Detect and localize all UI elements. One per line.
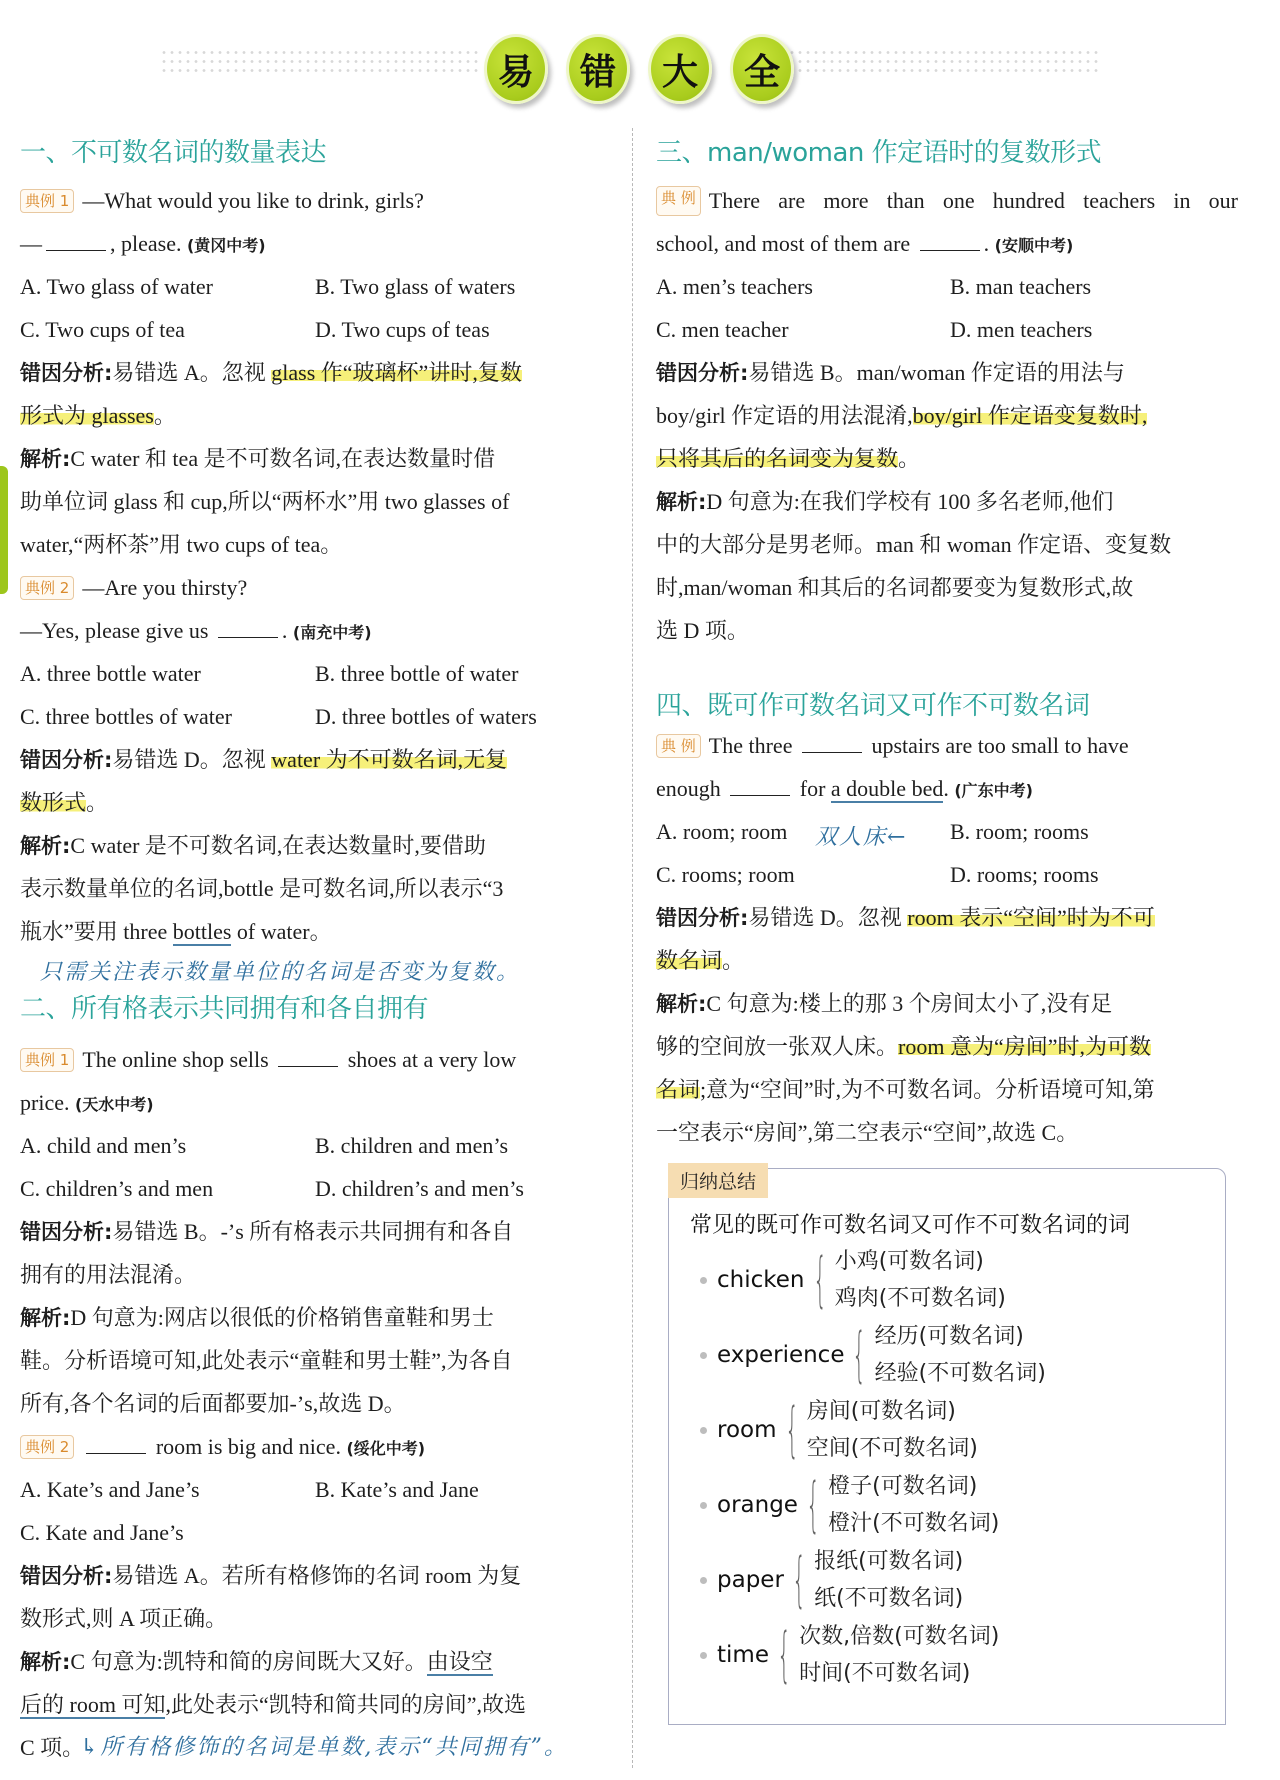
source-label: (绥化中考) — [346, 1439, 426, 1458]
section-heading: 四、既可作可数名词又可作不可数名词 — [656, 691, 1090, 721]
example-badge: 典例 1 — [20, 189, 74, 213]
analysis: 解析:D 句意为:网店以很低的价格销售童鞋和男士 — [20, 1305, 494, 1330]
example-question: 典 例 There are more than one hundred teachers in our — [656, 186, 1238, 216]
highlight: room 意为“房间”时,为可数 — [898, 1034, 1151, 1059]
analysis-cont: 时,man/woman 和其后的名词都要变为复数形式,故 — [656, 575, 1134, 600]
option: D. children’s and men’s — [315, 1176, 524, 1201]
example-question: price. (天水中考) — [20, 1090, 154, 1115]
brace-icon: { — [784, 1395, 799, 1465]
summary-term: paper { 报纸(可数名词) 纸(不可数名词) — [700, 1543, 963, 1617]
option: A. child and men’s — [20, 1133, 187, 1158]
source-label: (黄冈中考) — [186, 236, 266, 255]
analysis: 解析:C 句意为:凯特和简的房间既大又好。由设空 — [20, 1649, 493, 1674]
option: C. three bottles of water — [20, 704, 232, 729]
option: B. room; rooms — [950, 819, 1089, 844]
column-divider — [632, 128, 633, 1768]
error-analysis: 错因分析:易错选 A。若所有格修饰的名词 room 为复 — [20, 1563, 522, 1588]
option: A. Two glass of water — [20, 274, 213, 299]
error-analysis: 错因分析:易错选 D。忽视 room 表示“空间”时为不可 — [656, 905, 1155, 930]
example-question: 典 例 The three upstairs are too small to have — [656, 731, 1129, 761]
source-label: (安顺中考) — [994, 236, 1074, 255]
example-question: —Yes, please give us . (南充中考) — [20, 618, 372, 643]
highlight: boy/girl 作定语变复数时, — [912, 403, 1148, 428]
error-analysis: 错因分析:易错选 D。忽视 water 为不可数名词,无复 — [20, 747, 508, 772]
section-heading: 一、不可数名词的数量表达 — [20, 138, 327, 168]
handwritten-note: 只需关注表示数量单位的名词是否变为复数。 — [40, 960, 521, 985]
answer-blank — [730, 777, 790, 796]
analysis-cont: 后的 room 可知,此处表示“凯特和简共同的房间”,故选 — [20, 1692, 526, 1717]
side-tab[interactable] — [0, 466, 8, 594]
analysis: 解析:C water 和 tea 是不可数名词,在表达数量时借 — [20, 446, 496, 471]
option: D. men teachers — [950, 317, 1093, 342]
example-question: enough for a double bed. (广东中考) — [656, 776, 1033, 801]
analysis-cont: 鞋。分析语境可知,此处表示“童鞋和男士鞋”,为各自 — [20, 1348, 513, 1373]
summary-tab: 归纳总结 — [668, 1163, 768, 1198]
option: B. man teachers — [950, 274, 1092, 299]
option: C. men teacher — [656, 317, 789, 342]
analysis: 解析:D 句意为:在我们学校有 100 多名老师,他们 — [656, 489, 1114, 514]
handwritten-note: ↳所有格修饰的名词是单数,表示“共同拥有”。 — [80, 1735, 568, 1760]
highlight: 名词 — [656, 1077, 701, 1102]
option: A. Kate’s and Jane’s — [20, 1477, 200, 1502]
example-question: 典例 1 The online shop sells shoes at a very low — [20, 1045, 516, 1075]
title-char: 大 — [648, 34, 712, 104]
error-analysis-cont: 数形式。 — [20, 790, 109, 815]
answer-blank — [802, 734, 862, 753]
underline-annotation: 由设空 — [426, 1649, 493, 1674]
answer-blank — [218, 619, 278, 638]
option: C. Two cups of tea — [20, 317, 185, 342]
header-dots-right — [780, 48, 1100, 76]
brace-icon: { — [806, 1470, 820, 1540]
highlight: glass 作“玻璃杯”讲时,复数 — [271, 360, 522, 385]
option: C. children’s and men — [20, 1176, 214, 1201]
analysis-cont: 选 D 项。 — [656, 618, 749, 643]
page-title — [484, 34, 794, 104]
brace-icon: { — [852, 1320, 867, 1390]
analysis-cont: 中的大部分是男老师。man 和 woman 作定语、变复数 — [656, 532, 1172, 557]
answer-blank — [920, 232, 980, 251]
answer-blank — [46, 232, 106, 251]
bullet-icon — [700, 1427, 707, 1434]
analysis-cont: water,“两杯茶”用 two cups of tea。 — [20, 532, 343, 557]
error-analysis: 错因分析:易错选 A。忽视 glass 作“玻璃杯”讲时,复数 — [20, 360, 522, 385]
example-badge: 典例 2 — [20, 576, 74, 600]
error-analysis-cont: 数形式,则 A 项正确。 — [20, 1606, 228, 1631]
source-label: (天水中考) — [74, 1095, 154, 1114]
highlight: 形式为 glasses — [20, 403, 154, 428]
summary-term: orange { 橙子(可数名词) 橙汁(不可数名词) — [700, 1468, 999, 1542]
error-analysis-cont: 形式为 glasses。 — [20, 403, 176, 428]
answer-blank — [278, 1048, 338, 1067]
underline-annotation: bottles — [172, 919, 232, 944]
brace-icon: { — [777, 1620, 791, 1690]
option: A. room; room — [656, 819, 788, 844]
option: B. children and men’s — [315, 1133, 509, 1158]
header-dots-left — [160, 48, 480, 76]
highlight: water 为不可数名词,无复 — [271, 747, 508, 772]
analysis-cont: 所有,各个名词的后面都要加-’s,故选 D。 — [20, 1391, 406, 1416]
example-badge: 典例 2 — [20, 1435, 74, 1459]
brace-icon: { — [792, 1545, 806, 1615]
bullet-icon — [700, 1652, 707, 1659]
analysis: 解析:C 句意为:楼上的那 3 个房间太小了,没有足 — [656, 991, 1113, 1016]
example-badge: 典 例 — [656, 186, 701, 216]
underline-annotation: 后的 room 可知 — [20, 1692, 166, 1717]
analysis: 解析:C water 是不可数名词,在表达数量时,要借助 — [20, 833, 486, 858]
option: B. Two glass of waters — [315, 274, 516, 299]
brace-icon: { — [812, 1245, 827, 1315]
error-analysis-cont: boy/girl 作定语的用法混淆,boy/girl 作定语变复数时, — [656, 403, 1148, 428]
bullet-icon — [700, 1352, 707, 1359]
underline-annotation: a double bed — [830, 776, 944, 801]
source-label: (广东中考) — [954, 781, 1033, 800]
analysis-cont: C 项。 — [20, 1735, 85, 1760]
error-analysis-cont: 拥有的用法混淆。 — [20, 1262, 197, 1287]
handwritten-note: 双人床← — [815, 825, 908, 850]
analysis-cont: 表示数量单位的名词,bottle 是可数名词,所以表示“3 — [20, 876, 504, 901]
option: A. three bottle water — [20, 661, 201, 686]
option: D. Two cups of teas — [315, 317, 490, 342]
example-question: 典例 2 room is big and nice. (绥化中考) — [20, 1432, 425, 1464]
bullet-icon — [700, 1277, 707, 1284]
highlight: 数形式 — [20, 790, 87, 815]
example-question: 典例 2 —Are you thirsty? — [20, 573, 247, 603]
example-question: 典例 1 —What would you like to drink, girls? — [20, 186, 424, 216]
bullet-icon — [700, 1577, 707, 1584]
option: C. Kate and Jane’s — [20, 1520, 184, 1545]
error-analysis: 错因分析:易错选 B。-’s 所有格表示共同拥有和各自 — [20, 1219, 514, 1244]
summary-term: time { 次数,倍数(可数名词) 时间(不可数名词) — [700, 1618, 999, 1692]
highlight: 数名词 — [656, 948, 723, 973]
example-badge: 典 例 — [656, 734, 701, 758]
summary-term: room { 房间(可数名词) 空间(不可数名词) — [700, 1393, 978, 1467]
analysis-cont: 名词;意为“空间”时,为不可数名词。分析语境可知,第 — [656, 1077, 1155, 1102]
example-badge: 典例 1 — [20, 1048, 74, 1072]
title-char: 全 — [730, 34, 794, 104]
example-question: — , please. (黄冈中考) — [20, 231, 266, 256]
section-heading: 三、man/woman 作定语时的复数形式 — [656, 138, 1102, 168]
source-label: (南充中考) — [292, 623, 372, 642]
option: D. rooms; rooms — [950, 862, 1099, 887]
title-char: 易 — [484, 34, 548, 104]
analysis-cont: 一空表示“房间”,第二空表示“空间”,故选 C。 — [656, 1120, 1079, 1145]
option: B. three bottle of water — [315, 661, 519, 686]
option: B. Kate’s and Jane — [315, 1477, 479, 1502]
highlight: 只将其后的名词变为复数 — [656, 446, 899, 471]
example-question: school, and most of them are . (安顺中考) — [656, 231, 1074, 256]
summary-term: chicken { 小鸡(可数名词) 鸡肉(不可数名词) — [700, 1243, 1006, 1317]
error-analysis: 错因分析:易错选 B。man/woman 作定语的用法与 — [656, 360, 1125, 385]
analysis-cont: 够的空间放一张双人床。room 意为“房间”时,为可数 — [656, 1034, 1151, 1059]
summary-title: 常见的既可作可数名词又可作不可数名词的词 — [690, 1213, 1131, 1238]
answer-blank — [86, 1435, 146, 1454]
option: C. rooms; room — [656, 862, 795, 887]
analysis-cont: 助单位词 glass 和 cup,所以“两杯水”用 two glasses of — [20, 489, 510, 514]
error-analysis-cont: 只将其后的名词变为复数。 — [656, 446, 921, 471]
section-heading: 二、所有格表示共同拥有和各自拥有 — [20, 994, 429, 1024]
error-analysis-cont: 数名词。 — [656, 948, 745, 973]
option: A. men’s teachers — [656, 274, 813, 299]
summary-term: experience { 经历(可数名词) 经验(不可数名词) — [700, 1318, 1046, 1392]
option: D. three bottles of waters — [315, 704, 537, 729]
title-char: 错 — [566, 34, 630, 104]
bullet-icon — [700, 1502, 707, 1509]
highlight: room 表示“空间”时为不可 — [907, 905, 1155, 930]
analysis-cont: 瓶水”要用 three bottles of water。 — [20, 919, 332, 944]
